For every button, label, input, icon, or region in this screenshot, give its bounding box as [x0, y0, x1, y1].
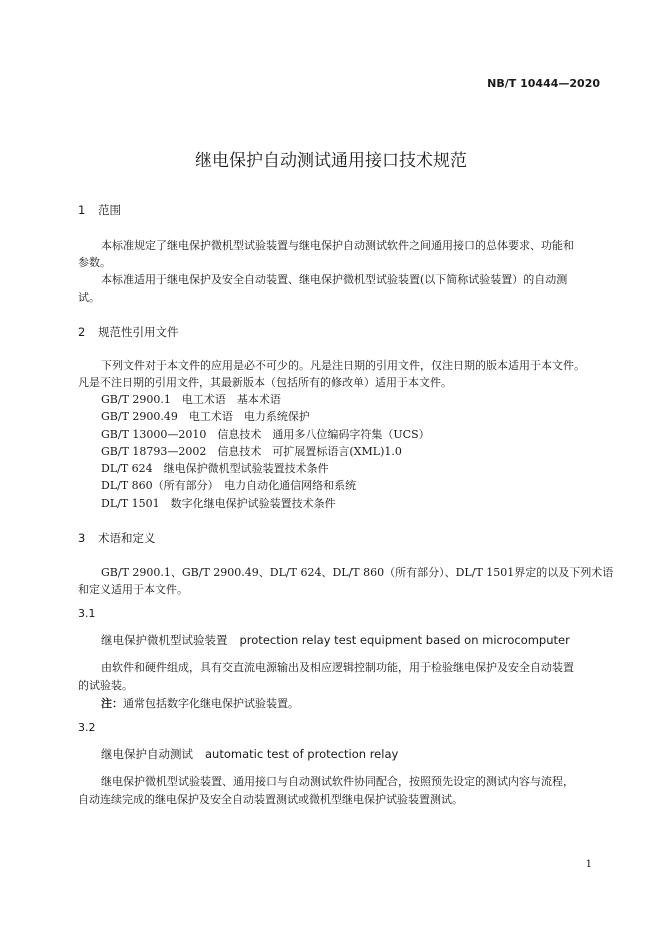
section-3-heading — [78, 530, 156, 546]
section-2-intro-line2: 凡是不注日期的引用文件，其最新版本（包括所有的修改单）适用于本文件。 — [78, 376, 452, 389]
term-3-1-en: protection relay test equipment based on microcomputer — [239, 633, 570, 647]
term-3-1-note — [101, 695, 299, 711]
section-1-para2-line1: 本标准适用于继电保护及安全自动装置、继电保护微机型试验装置(以下简称试验装置）的自动测 — [101, 273, 568, 286]
section-2-intro-line1: 下列文件对于本文件的应用是必不可少的。凡是注日期的引用文件，仅注日期的版本适用于本文件。 — [101, 359, 585, 372]
section-2-heading — [78, 324, 179, 340]
section-1-para1-line2: 参数。 — [78, 256, 111, 269]
reference-item: GB/T 13000—2010 信息技术 通用多八位编码字符集（UCS） — [101, 428, 430, 441]
term-3-2-cn: 继电保护自动测试 — [101, 747, 193, 761]
term-3-2-def-line1: 继电保护微机型试验装置、通用接口与自动测试软件协同配合，按照预先设定的测试内容与流程， — [101, 775, 574, 788]
section-1-title: 范围 — [98, 203, 121, 217]
page-title: 继电保护自动测试通用接口技术规范 — [195, 151, 467, 171]
section-1-para2-line2: 试。 — [78, 291, 100, 304]
section-1-number: 1 — [78, 203, 86, 217]
section-3-intro-line2: 和定义适用于本文件。 — [78, 583, 188, 596]
term-3-2 — [101, 746, 398, 762]
term-3-1-def-line1: 由软件和硬件组成，具有交直流电源输出及相应逻辑控制功能，用于检验继电保护及安全自动装置 — [101, 661, 574, 674]
term-3-1 — [101, 632, 570, 648]
reference-item: DL/T 624 继电保护微机型试验装置技术条件 — [101, 462, 329, 475]
section-3-number: 3 — [78, 531, 86, 545]
note-text: 通常包括数字化继电保护试验装置。 — [123, 697, 299, 710]
section-2-number: 2 — [78, 325, 86, 339]
section-3-title: 术语和定义 — [98, 531, 156, 545]
term-3-1-def-line2: 的试验装。 — [78, 679, 133, 692]
section-2-title: 规范性引用文件 — [98, 325, 179, 339]
subsection-3-2-number: 3.2 — [78, 721, 96, 734]
section-1-heading — [78, 202, 121, 218]
reference-item: GB/T 18793—2002 信息技术 可扩展置标语言(XML)1.0 — [101, 445, 402, 458]
reference-item: GB/T 2900.49 电工术语 电力系统保护 — [101, 410, 310, 423]
reference-item: DL/T 860（所有部分） 电力自动化通信网络和系统 — [101, 479, 357, 492]
term-3-2-def-line2: 自动连续完成的继电保护及安全自动装置测试或微机型继电保护试验装置测试。 — [78, 793, 463, 806]
term-3-1-cn: 继电保护微机型试验装置 — [101, 633, 228, 647]
page-number: 1 — [585, 859, 592, 870]
section-3-intro-line1: GB/T 2900.1、GB/T 2900.49、DL/T 624、DL/T 860（所有部分）、DL/T 1501界定的以及下列术语 — [101, 566, 614, 579]
note-label: 注： — [101, 697, 123, 710]
subsection-3-1-number: 3.1 — [78, 607, 96, 620]
section-1-para1-line1: 本标准规定了继电保护微机型试验装置与继电保护自动测试软件之间通用接口的总体要求、功能和 — [101, 239, 574, 252]
term-3-2-en: automatic test of protection relay — [205, 747, 399, 761]
reference-item: DL/T 1501 数字化继电保护试验装置技术条件 — [101, 497, 336, 510]
reference-item: GB/T 2900.1 电工术语 基本术语 — [101, 393, 281, 406]
document-code: NB/T 10444—2020 — [487, 77, 600, 90]
